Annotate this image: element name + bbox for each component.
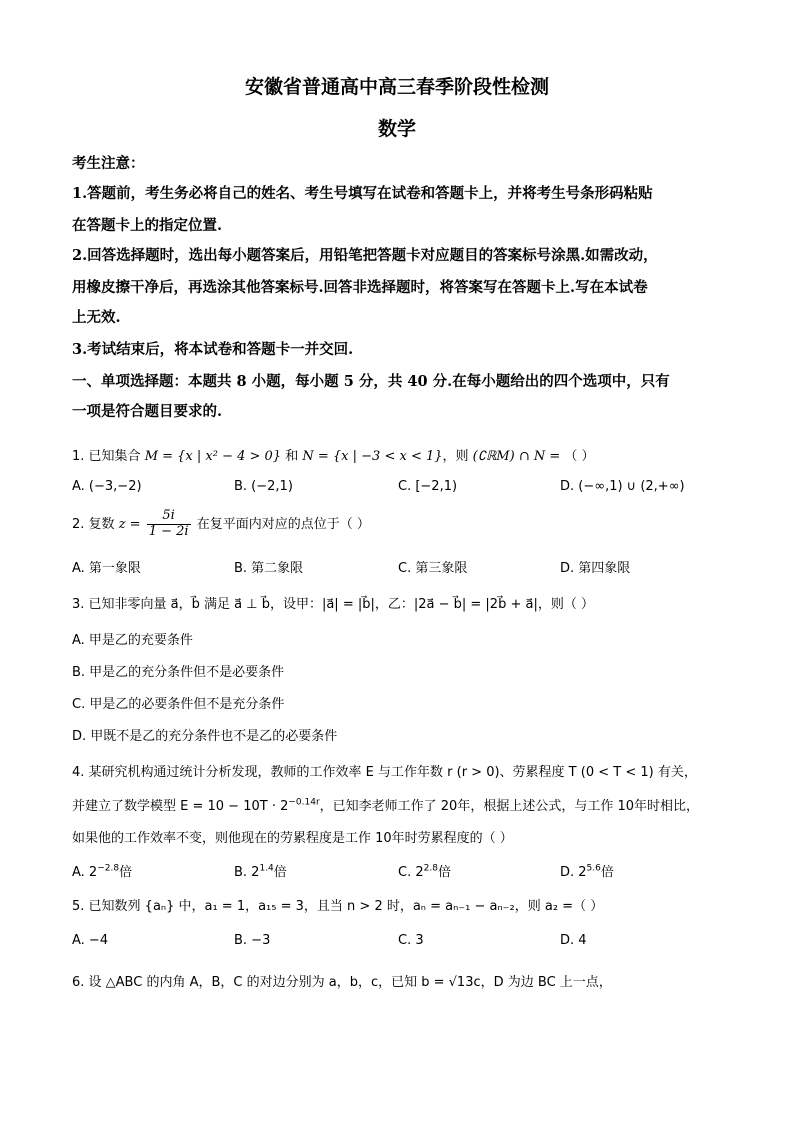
q4-c-unit: 倍 <box>437 865 451 880</box>
question-3: 3. 已知非零向量 a⃗，b⃗ 满足 a⃗ ⊥ b⃗，设甲：|a⃗| = |b⃗|，乙：|2a⃗ − b⃗| = |2b⃗ + a⃗|，则（ ） <box>72 597 594 612</box>
q3-option-d: D. 甲既不是乙的充分条件也不是乙的必要条件 <box>72 729 338 744</box>
q1-option-b: B. (−2,1) <box>234 479 293 494</box>
q1-blank: （ ） <box>564 449 595 464</box>
q4-option-d <box>560 861 614 880</box>
q4-option-c <box>398 861 451 880</box>
notice-heading: 考生注意： <box>72 155 145 172</box>
q4-c-base: C. 2 <box>398 865 424 880</box>
q5-option-b: B. −3 <box>234 933 271 948</box>
q1-option-a: A. (−3,−2) <box>72 479 142 494</box>
q4-a-unit: 倍 <box>119 865 133 880</box>
notice-item-2a: 2.回答选择题时，选出每小题答案后，用铅笔把答题卡对应题目的答案标号涂黑.如需改动， <box>72 247 658 264</box>
q1-and: 和 <box>285 449 299 464</box>
question-5: 5. 已知数列 {aₙ} 中，a₁ = 1，a₁₅ = 3，且当 n > 2 时，aₙ = aₙ₋₁ − aₙ₋₂，则 a₂ =（ ） <box>72 899 604 914</box>
q4-option-b <box>234 861 287 880</box>
exam-subject: 数学 <box>377 118 416 140</box>
q4-model-exponent: −0.14r <box>288 797 320 808</box>
q2-denominator: 1 − 2i <box>148 523 189 539</box>
section-heading-1: 一、单项选择题：本题共 8 小题，每小题 5 分，共 40 分.在每小题给出的四个选项中，只有 <box>72 373 670 390</box>
q5-option-a: A. −4 <box>72 933 109 948</box>
q4-d-exp: 5.6 <box>586 863 601 874</box>
question-4-line-3: 如果他的工作效率不变，则他现在的劳累程度是工作 10年时劳累程度的（ ） <box>72 831 513 846</box>
q1-prefix: 1. 已知集合 <box>72 449 141 464</box>
q4-c-exp: 2.8 <box>423 863 438 874</box>
q1-set-m: M = {x | x² − 4 > 0} <box>144 449 282 464</box>
q1-set-n: N = {x | −3 < x < 1} <box>302 449 443 464</box>
q3-option-a: A. 甲是乙的充要条件 <box>72 633 193 648</box>
section-heading-2: 一项是符合题目要求的. <box>72 403 223 420</box>
q1-then: ，则 <box>442 449 469 464</box>
q4-b-exp: 1.4 <box>259 863 274 874</box>
notice-item-3: 3.考试结束后，将本试卷和答题卡一并交回. <box>72 341 354 358</box>
notice-item-2c: 上无效. <box>72 309 121 326</box>
q2-option-a: A. 第一象限 <box>72 561 141 576</box>
q1-option-d: D. (−∞,1) ∪ (2,+∞) <box>560 479 685 494</box>
q2-lhs: z = <box>118 516 141 532</box>
question-4-line-2 <box>72 795 699 814</box>
q4-b-unit: 倍 <box>273 865 287 880</box>
q2-prefix: 2. 复数 <box>72 516 115 532</box>
q4-d-unit: 倍 <box>600 865 614 880</box>
q4-d-base: D. 2 <box>560 865 587 880</box>
exam-title: 安徽省普通高中高三春季阶段性检测 <box>244 76 549 98</box>
q4-a-base: A. 2 <box>72 865 98 880</box>
q1-option-c: C. [−2,1) <box>398 479 458 494</box>
q2-option-d: D. 第四象限 <box>560 561 631 576</box>
notice-item-1a: 1.答题前，考生务必将自己的姓名、考生号填写在试卷和答题卡上，并将考生号条形码粘贴 <box>72 185 653 202</box>
q5-option-c: C. 3 <box>398 933 424 948</box>
q2-suffix: 在复平面内对应的点位于（ ） <box>196 516 370 532</box>
q5-option-d: D. 4 <box>560 933 587 948</box>
q2-numerator: 5i <box>147 509 191 525</box>
q4-option-a <box>72 861 132 880</box>
q4-a-exp: −2.8 <box>97 863 120 874</box>
question-2 <box>72 509 370 540</box>
notice-item-2b: 用橡皮擦干净后，再选涂其他答案标号.回答非选择题时，将答案写在答题卡上.写在本试卷 <box>72 279 648 296</box>
q4-model-a: 并建立了数学模型 E = 10 − 10T · 2 <box>72 799 289 814</box>
notice-item-1b: 在答题卡上的指定位置. <box>72 217 223 234</box>
q3-option-b: B. 甲是乙的充分条件但不是必要条件 <box>72 665 285 680</box>
question-6: 6. 设 △ABC 的内角 A，B，C 的对边分别为 a，b，c，已知 b = √13c，D 为边 BC 上一点， <box>72 975 612 990</box>
q2-fraction <box>147 509 191 540</box>
q4-model-b: ，已知李老师工作了 20年，根据上述公式，与工作 10年时相比， <box>319 799 699 814</box>
q4-b-base: B. 2 <box>234 865 260 880</box>
q2-option-b: B. 第二象限 <box>234 561 304 576</box>
q1-expression: (∁ℝM) ∩ N = <box>472 449 561 464</box>
question-4-line-1: 4. 某研究机构通过统计分析发现，教师的工作效率 E 与工作年数 r (r > 0)、劳累程度 T (0 < T < 1) 有关， <box>72 765 697 780</box>
q3-option-c: C. 甲是乙的必要条件但不是充分条件 <box>72 697 285 712</box>
question-1 <box>72 445 595 464</box>
q2-option-c: C. 第三象限 <box>398 561 468 576</box>
